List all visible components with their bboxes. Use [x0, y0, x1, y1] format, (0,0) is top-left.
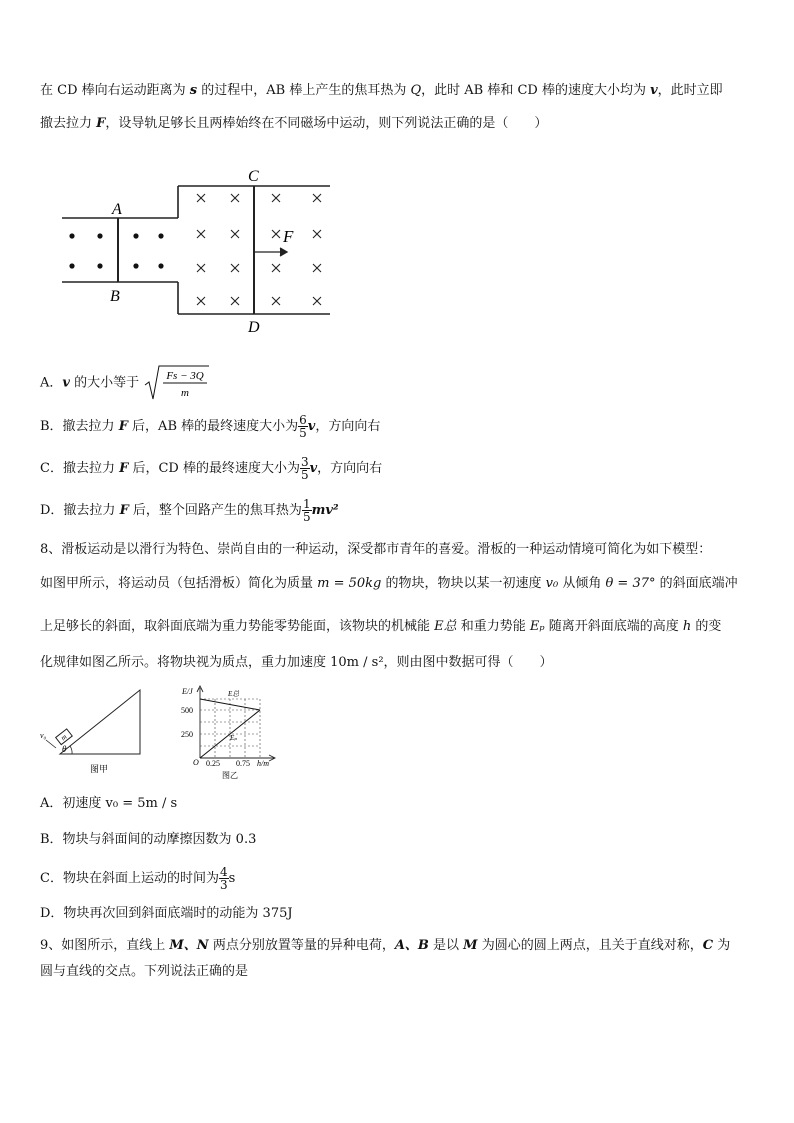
fraction: $\frac{1}{5}$ [302, 497, 311, 524]
figure-jia-caption: 图甲 [90, 764, 109, 774]
block-mass-label: m [59, 732, 69, 743]
q8-stem-line2: 如图甲所示，将运动员（包括滑板）简化为质量 m = 50kg 的物块，物块以某一初速度 v₀ 从倾角 θ = 37° 的斜面底端冲 [40, 576, 738, 591]
q8-option-c: C．物块在斜面上运动的时间为 $\frac{4}{3}$ s [40, 865, 236, 892]
q8-stem-line3: 上足够长的斜面，取斜面底端为重力势能零势能面，该物块的机械能 E总 和重力势能 Eₚ 随离开斜面底端的高度 h 的变 [40, 619, 722, 634]
label-f: F [283, 227, 294, 246]
y-tick-250: 250 [181, 730, 193, 739]
q9-stem-line2: 圆与直线的交点。下列说法正确的是 [40, 964, 249, 979]
q8-option-a: A．初速度 v₀ = 5m / s [40, 796, 178, 811]
fraction: $\frac{3}{5}$ [300, 455, 309, 482]
label-a: A [112, 201, 122, 218]
q8-option-b: B．物块与斜面间的动摩擦因数为 0.3 [40, 832, 257, 847]
x-tick-025: 0.25 [206, 759, 220, 768]
q8-stem-line4: 化规律如图乙所示。将物块视为质点，重力加速度 10m / s²，则由图中数据可得（ ） [40, 655, 553, 670]
e-total-label: E总 [228, 690, 240, 698]
q7-stem-line1: 在 CD 棒向右运动距离为 s 的过程中，AB 棒上产生的焦耳热为 Q，此时 AB 棒和 CD 棒的速度大小均为 v，此时立即 [40, 83, 723, 98]
label-b: B [110, 288, 120, 305]
x-axis-label: h/m [257, 759, 269, 768]
fraction: $\frac{6}{5}$ [299, 413, 307, 440]
x-tick-075: 0.75 [236, 759, 250, 768]
q7-option-b: B．撤去拉力 F 后，AB 棒的最终速度大小为 $\frac{6}{5}$ v，方向向右 [40, 413, 381, 440]
theta-label: θ [62, 744, 67, 754]
q7-rails-figure [58, 166, 338, 338]
sqrt-numerator: Fs − 3Q [166, 370, 204, 382]
q7-option-a: A．v 的大小等于 Fs − 3Q m [40, 363, 211, 403]
q7-option-c: C．撤去拉力 F 后，CD 棒的最终速度大小为 $\frac{3}{5}$ v，方向向右 [40, 455, 383, 482]
fraction: $\frac{4}{3}$ [219, 865, 228, 892]
y-tick-500: 500 [181, 706, 193, 715]
ep-label: Eₚ [230, 734, 238, 742]
label-d: D [248, 319, 260, 336]
sqrt-denominator: m [181, 387, 190, 399]
y-axis-label: E/J [182, 687, 193, 696]
q8-stem-line1: 8、滑板运动是以滑行为特色、崇尚自由的一种运动，深受都市青年的喜爱。滑板的一种运动情境可简化为如下模型： [40, 542, 712, 557]
field-crosses [197, 194, 321, 305]
q7-stem-line2: 撤去拉力 F，设导轨足够长且两棒始终在不同磁场中运动，则下列说法正确的是（ ） [40, 116, 548, 131]
force-arrow [254, 248, 287, 256]
figure-yi-caption: 图乙 [222, 771, 238, 780]
sqrt-expression [143, 363, 211, 403]
v0-label: v₀ [40, 731, 47, 740]
field-dots [69, 233, 163, 268]
q8-option-d: D．物块再次回到斜面底端时的动能为 375J [40, 906, 293, 921]
figure-jia-incline [38, 686, 150, 776]
origin-label: O [193, 758, 199, 767]
q9-stem-line1: 9、如图所示，直线上 M、N 两点分别放置等量的异种电荷，A、B 是以 M 为圆心的圆上两点，且关于直线对称，C 为 [40, 938, 731, 953]
label-c: C [248, 168, 259, 185]
figure-yi-energy-graph [180, 684, 280, 780]
q7-option-d: D．撤去拉力 F 后，整个回路产生的焦耳热为 $\frac{1}{5}$ mv² [40, 497, 339, 524]
